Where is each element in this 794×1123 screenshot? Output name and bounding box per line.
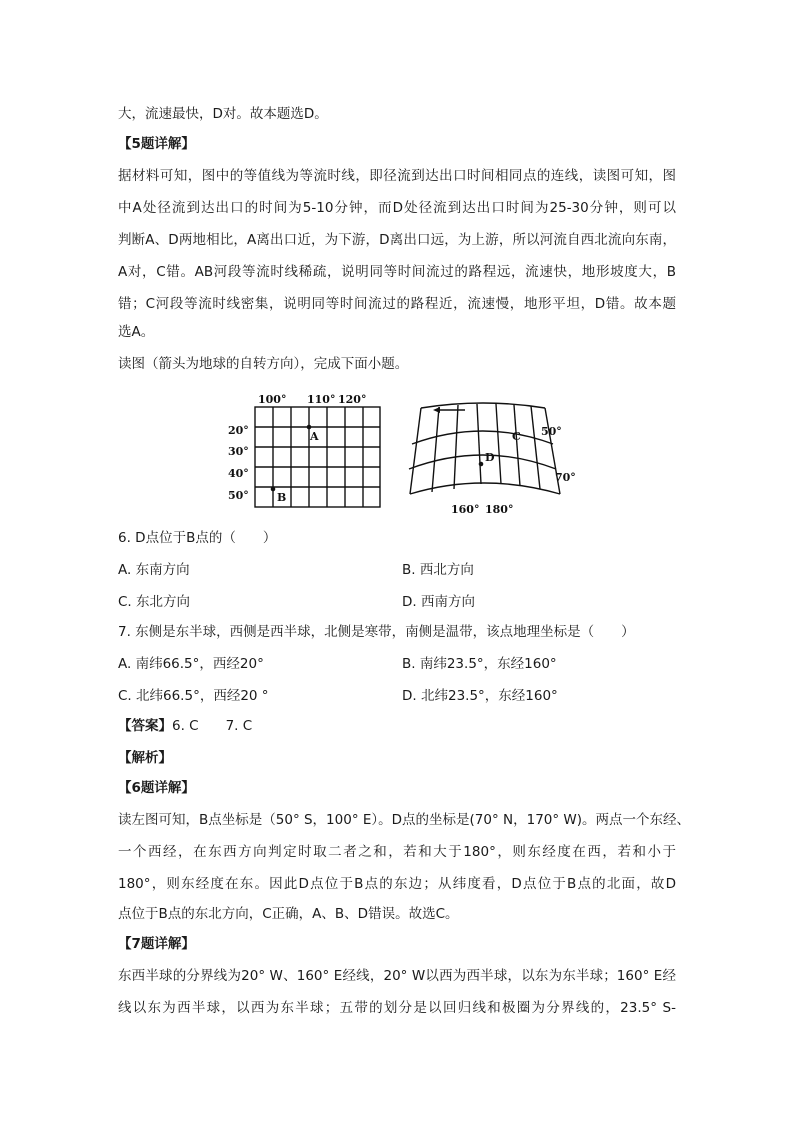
- text-line: 选A。: [118, 324, 155, 340]
- text-line: 180°，则东经度在东。因此D点位于B点的东边；从纬度看，D点位于B点的北面，故D: [118, 876, 676, 892]
- section-heading-q6: 【6题详解】: [118, 780, 195, 796]
- text-line: A对，C错。AB河段等流时线稀疏，说明同等时间流过的路程远，流速快，地形坡度大，B: [118, 264, 676, 280]
- text-line: 判断A、D两地相比，A离出口近，为下游，D离出口远，为上游，所以河流自西北流向东南，: [118, 232, 676, 248]
- lon-label-110: 110°: [307, 393, 336, 406]
- lon-label-160: 160°: [451, 503, 480, 516]
- text-line: 据材料可知，图中的等值线为等流时线，即径流到达出口时间相同点的连线，读图可知，图: [118, 168, 676, 184]
- point-b-dot: [271, 487, 276, 492]
- section-heading-q7: 【7题详解】: [118, 936, 195, 952]
- q7-option-b: B. 南纬23.5°，东经160°: [402, 656, 557, 672]
- lat-label-30: 30°: [228, 445, 249, 458]
- section-heading-q5: 【5题详解】: [118, 136, 195, 152]
- text-line: 错；C河段等流时线密集，说明同等时间流过的路程近，流速慢，地形平坦，D错。故本题: [118, 296, 676, 312]
- curved-graticule: [409, 403, 560, 494]
- lat-label-20: 20°: [228, 424, 249, 437]
- lat-label-40: 40°: [228, 467, 249, 480]
- text-line: 读左图可知，B点坐标是（50° S，100° E）。D点的坐标是(70° N，170° W)。两点一个东经、: [118, 812, 691, 828]
- point-a-dot: [307, 425, 312, 430]
- q6-option-c: C. 东北方向: [118, 594, 191, 610]
- intro-text: 读图（箭头为地球的自转方向），完成下面小题。: [118, 356, 409, 372]
- text-line: 东西半球的分界线为20° W、160° E经线，20° W以西为西半球，以东为东半球；160° E经: [118, 968, 676, 984]
- q6-option-d: D. 西南方向: [402, 594, 475, 610]
- question-7-stem: 7. 东侧是东半球，西侧是西半球，北侧是寒带，南侧是温带，该点地理坐标是（ ）: [118, 624, 635, 640]
- q7-option-a: A. 南纬66.5°，西经20°: [118, 656, 264, 672]
- text-line: 线以东为西半球，以西为东半球；五带的划分是以回归线和极圈为分界线的，23.5° S-: [118, 1000, 676, 1016]
- answer-line: [118, 716, 252, 736]
- text-line: 点位于B点的东北方向，C正确，A、B、D错误。故选C。: [118, 906, 459, 922]
- q7-option-d: D. 北纬23.5°，东经160°: [402, 688, 558, 704]
- lon-label-100: 100°: [258, 393, 287, 406]
- point-c-label: C: [512, 430, 521, 443]
- answer-label: 【答案】: [118, 718, 172, 734]
- q6-option-b: B. 西北方向: [402, 562, 474, 578]
- left-grid-map: [228, 393, 380, 507]
- arrow-left-icon: [433, 407, 465, 413]
- text-line: 大，流速最快，D对。故本题选D。: [118, 106, 328, 122]
- point-b-label: B: [277, 491, 287, 504]
- analysis-heading: 【解析】: [118, 750, 172, 766]
- lat-label-50: 50°: [228, 489, 249, 502]
- lon-label-120: 120°: [338, 393, 367, 406]
- q7-option-c: C. 北纬66.5°，西经20 °: [118, 688, 269, 704]
- lon-label-180: 180°: [485, 503, 514, 516]
- q6-option-a: A. 东南方向: [118, 562, 190, 578]
- grid-lines: [255, 407, 380, 507]
- text-line: 中A处径流到达出口的时间为5-10分钟，而D处径流到达出口时间为25-30分钟，则可以: [118, 200, 676, 216]
- figure-maps: [225, 388, 585, 518]
- right-curved-map: [409, 403, 576, 516]
- question-6-stem: 6. D点位于B点的（ ）: [118, 530, 277, 546]
- answer-text: 6. C 7. C: [172, 718, 253, 734]
- text-line: 一个西经，在东西方向判定时取二者之和，若和大于180°，则东经度在西，若和小于: [118, 844, 676, 860]
- lat-label-50-right: 50°: [541, 425, 562, 438]
- point-a-label: A: [310, 430, 319, 443]
- point-d-dot: [479, 462, 484, 467]
- lat-label-70-right: 70°: [555, 471, 576, 484]
- point-d-label: D: [485, 451, 495, 464]
